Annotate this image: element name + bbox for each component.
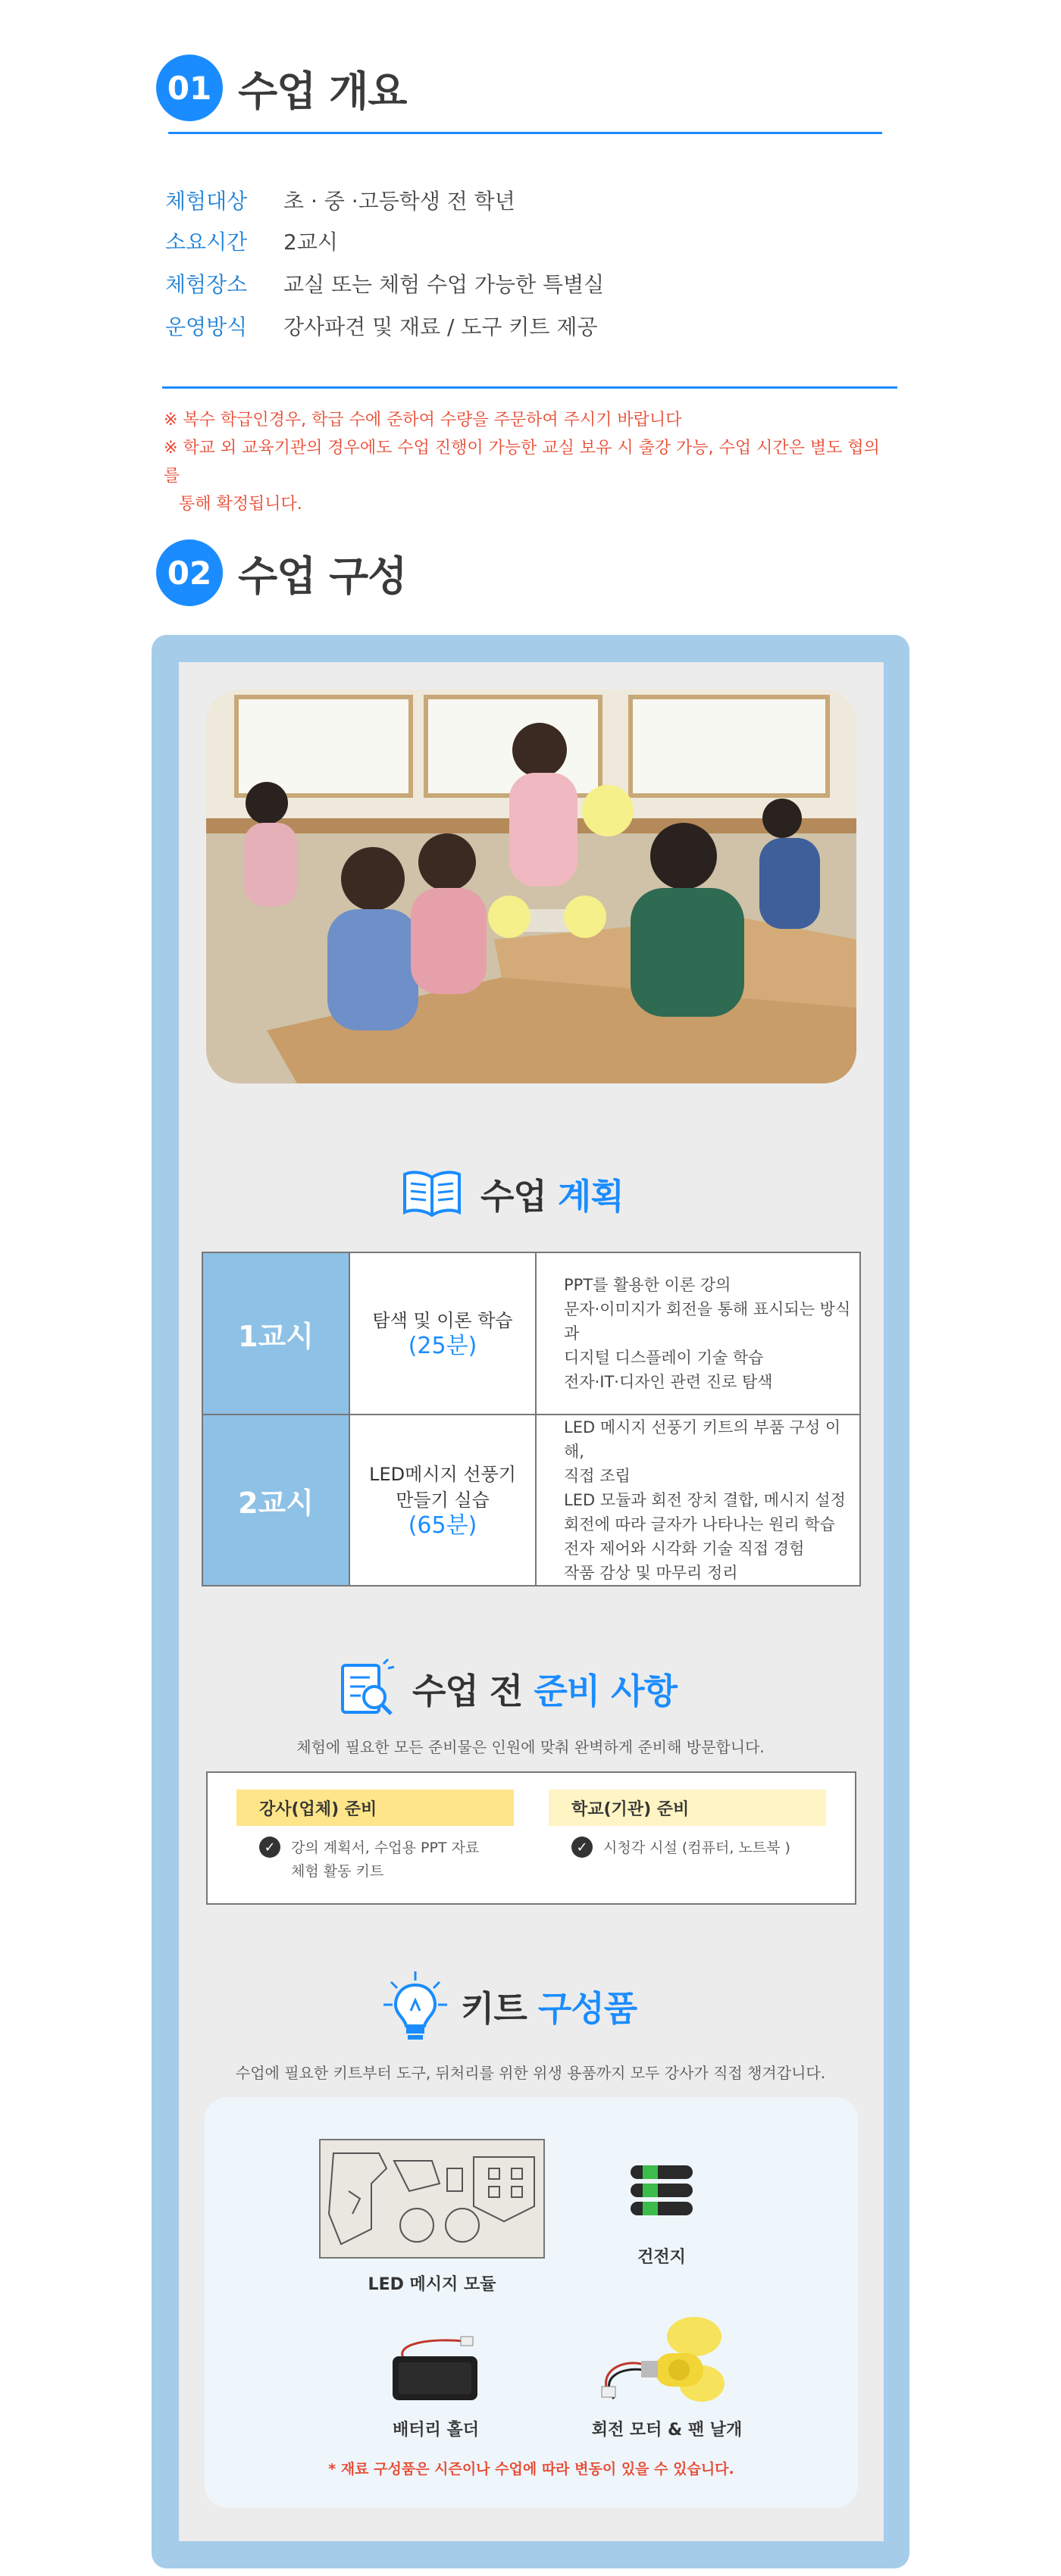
title-highlight: 구성품 bbox=[537, 1988, 637, 2029]
detail-line: 직접 조립 bbox=[564, 1467, 631, 1485]
info-value: 강사파견 및 재료 / 도구 키트 제공 bbox=[283, 314, 598, 339]
title-part: 수업 전 bbox=[412, 1671, 523, 1712]
open-book-icon bbox=[400, 1167, 464, 1221]
kit-description: 수업에 필요한 키트부터 도구, 뒤처리를 위한 위생 용품까지 모두 강사가 직접 챙겨갑니다. bbox=[235, 2064, 826, 2082]
detail-line: 디지털 디스플레이 기술 학습 bbox=[564, 1349, 764, 1367]
list-item bbox=[549, 1837, 826, 1860]
info-key: 소요시간 bbox=[165, 230, 248, 255]
info-key: 체험대상 bbox=[165, 189, 248, 214]
section-header-composition bbox=[156, 539, 406, 606]
info-key: 체험장소 bbox=[165, 272, 248, 297]
school-prep bbox=[549, 1790, 826, 1860]
plan-title bbox=[480, 1169, 624, 1219]
instructor-prep bbox=[236, 1790, 514, 1884]
prep-title bbox=[412, 1664, 677, 1714]
detail-cell bbox=[536, 1415, 860, 1586]
info-row bbox=[165, 268, 604, 299]
notice-line: 통해 확정됩니다. bbox=[179, 495, 302, 514]
prep-item-text: 강의 계획서, 수업용 PPT 자료 bbox=[291, 1840, 480, 1856]
info-key: 운영방식 bbox=[165, 314, 248, 339]
detail-line: 작품 감상 및 마무리 정리 bbox=[564, 1564, 738, 1582]
info-row bbox=[165, 226, 338, 256]
topic-label: 만들기 실습 bbox=[396, 1490, 490, 1511]
detail-line: LED 메시지 선풍기 키트의 부품 구성 이해, bbox=[564, 1418, 841, 1461]
detail-line: 문자·이미지가 회전을 통해 표시되는 방식과 bbox=[564, 1300, 851, 1343]
minutes-label: (25분) bbox=[408, 1333, 477, 1359]
prep-item-text: 체험 활동 키트 bbox=[291, 1863, 384, 1880]
detail-cell bbox=[536, 1252, 860, 1415]
light-bulb-icon bbox=[383, 1970, 447, 2043]
classroom-photo bbox=[206, 689, 856, 1083]
detail-line: 전자·IT·디자인 관련 진로 탐색 bbox=[564, 1373, 773, 1391]
table-row bbox=[202, 1415, 860, 1586]
detail-line: LED 모듈과 회전 장치 결합, 메시지 설정 bbox=[564, 1491, 846, 1509]
section-header-overview bbox=[156, 55, 406, 121]
prep-header bbox=[340, 1658, 677, 1720]
section-number-badge: 01 bbox=[156, 55, 223, 121]
info-value: 교실 또는 체험 수업 가능한 특별실 bbox=[283, 272, 605, 297]
prep-item-text: 시청각 시설 (컴퓨터, 노트북 ) bbox=[603, 1840, 790, 1856]
led-module-board-icon bbox=[318, 2138, 546, 2259]
info-row bbox=[165, 311, 597, 341]
classroom-illustration bbox=[206, 689, 856, 1083]
plan-header bbox=[400, 1167, 624, 1221]
topic-label: 탐색 및 이론 학습 bbox=[372, 1310, 513, 1331]
check-icon: ✓ bbox=[571, 1837, 593, 1858]
table-row bbox=[202, 1252, 860, 1415]
topic-cell bbox=[349, 1252, 536, 1415]
list-item bbox=[236, 1837, 514, 1884]
kit-title bbox=[461, 1981, 637, 2031]
kit-notice: * 재료 구성품은 시즌이나 수업에 따라 변동이 있을 수 있습니다. bbox=[328, 2461, 734, 2478]
instructor-tag: 강사(업체) 준비 bbox=[236, 1790, 514, 1826]
section-title: 수업 개요 bbox=[238, 67, 407, 115]
kit-item-label: 배터리 홀더 bbox=[393, 2421, 479, 2440]
checklist-search-icon bbox=[340, 1658, 397, 1720]
detail-line: 전자 제어와 시각화 기술 직접 경험 bbox=[564, 1540, 805, 1558]
topic-cell bbox=[349, 1415, 536, 1586]
period-cell: 2교시 bbox=[202, 1415, 349, 1586]
minutes-label: (65분) bbox=[408, 1512, 477, 1539]
info-value: 초 · 중 ·고등학생 전 학년 bbox=[283, 189, 515, 214]
plan-table bbox=[202, 1252, 861, 1587]
divider bbox=[168, 132, 882, 134]
battery-holder-icon bbox=[388, 2335, 482, 2403]
prep-description: 체험에 필요한 모든 준비물은 인원에 맞춰 완벽하게 준비해 방문합니다. bbox=[296, 1738, 765, 1756]
notice-line: ※ 학교 외 교육기관의 경우에도 수업 진행이 가능한 교실 보유 시 출강 가능, 수업 시간은 별도 협의를 bbox=[164, 439, 880, 486]
section-title: 수업 구성 bbox=[238, 552, 407, 600]
section-number-badge: 02 bbox=[156, 539, 223, 606]
title-part: 키트 bbox=[461, 1988, 527, 2029]
notice-text bbox=[164, 406, 891, 518]
check-icon: ✓ bbox=[259, 1837, 280, 1858]
school-tag: 학교(기관) 준비 bbox=[549, 1790, 826, 1826]
topic-label: LED메시지 선풍기 bbox=[369, 1464, 516, 1485]
kit-item-label: 회전 모터 & 팬 날개 bbox=[591, 2421, 743, 2440]
prep-box bbox=[206, 1771, 856, 1905]
period-cell: 1교시 bbox=[202, 1252, 349, 1415]
battery-icon bbox=[628, 2162, 696, 2220]
kit-item-label: 건전지 bbox=[637, 2248, 686, 2267]
info-value: 2교시 bbox=[283, 230, 338, 255]
kit-header bbox=[383, 1970, 637, 2043]
notice-line: ※ 복수 학급인경우, 학급 수에 준하여 수량을 주문하여 주시기 바랍니다 bbox=[164, 411, 682, 430]
kit-item-label: LED 메시지 모듈 bbox=[368, 2275, 496, 2294]
divider bbox=[162, 386, 897, 389]
motor-fan-icon bbox=[588, 2314, 732, 2409]
detail-line: PPT를 활용한 이론 강의 bbox=[564, 1276, 731, 1294]
title-highlight: 계획 bbox=[557, 1176, 624, 1217]
title-highlight: 준비 사항 bbox=[534, 1671, 678, 1712]
title-part: 수업 bbox=[480, 1176, 546, 1217]
info-row bbox=[165, 185, 515, 215]
detail-line: 회전에 따라 글자가 나타나는 원리 학습 bbox=[564, 1515, 835, 1533]
